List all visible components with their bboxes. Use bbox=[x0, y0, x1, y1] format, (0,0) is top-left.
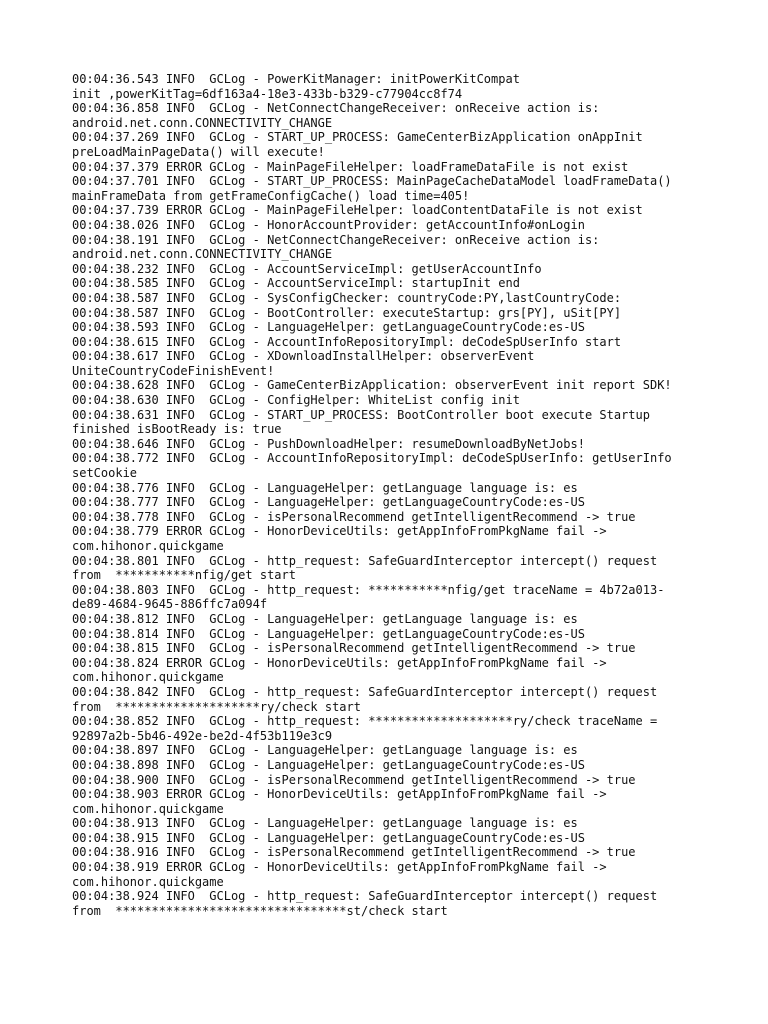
log-line: 00:04:38.900 INFO GCLog - isPersonalRecommend getIntelligentRecommend -> true bbox=[72, 772, 636, 787]
log-line: 00:04:38.587 INFO GCLog - SysConfigChecker: countryCode:PY,lastCountryCode: bbox=[72, 290, 622, 305]
log-line: 00:04:38.852 INFO GCLog - http_request: ********************ry/check traceName = bbox=[72, 714, 658, 729]
log-line: 00:04:38.772 INFO GCLog - AccountInfoRepositoryImpl: deCodeSpUserInfo: getUserInfo bbox=[72, 451, 672, 466]
log-line: 00:04:36.858 INFO GCLog - NetConnectChangeReceiver: onReceive action is: bbox=[72, 101, 600, 116]
log-line: 00:04:38.630 INFO GCLog - ConfigHelper: WhiteList config init bbox=[72, 393, 520, 408]
log-line: 00:04:38.779 ERROR GCLog - HonorDeviceUtils: getAppInfoFromPkgName fail -> bbox=[72, 524, 607, 539]
log-line: 00:04:38.777 INFO GCLog - LanguageHelper: getLanguageCountryCode:es-US bbox=[72, 495, 585, 510]
log-line: 00:04:38.897 INFO GCLog - LanguageHelper: getLanguage language is: es bbox=[72, 743, 578, 758]
log-line: 00:04:38.898 INFO GCLog - LanguageHelper: getLanguageCountryCode:es-US bbox=[72, 757, 585, 772]
log-line: 00:04:37.269 INFO GCLog - START_UP_PROCESS: GameCenterBizApplication onAppInit bbox=[72, 130, 643, 145]
log-line: 00:04:38.913 INFO GCLog - LanguageHelper: getLanguage language is: es bbox=[72, 816, 578, 831]
log-line: 00:04:38.617 INFO GCLog - XDownloadInstallHelper: observerEvent bbox=[72, 349, 535, 364]
log-line: 00:04:38.815 INFO GCLog - isPersonalRecommend getIntelligentRecommend -> true bbox=[72, 641, 636, 656]
log-line: 00:04:38.924 INFO GCLog - http_request: SafeGuardInterceptor intercept() request bbox=[72, 889, 658, 904]
log-line: from ********************ry/check start bbox=[72, 699, 361, 714]
log-line: 00:04:37.701 INFO GCLog - START_UP_PROCESS: MainPageCacheDataModel loadFrameData() bbox=[72, 174, 672, 189]
log-line: preLoadMainPageData() will execute! bbox=[72, 144, 325, 159]
log-line: mainFrameData from getFrameConfigCache() load time=405! bbox=[72, 188, 470, 203]
log-page bbox=[72, 72, 712, 918]
log-line: 00:04:38.776 INFO GCLog - LanguageHelper: getLanguage language is: es bbox=[72, 480, 578, 495]
log-line: 00:04:38.903 ERROR GCLog - HonorDeviceUtils: getAppInfoFromPkgName fail -> bbox=[72, 787, 607, 802]
log-line: 00:04:37.739 ERROR GCLog - MainPageFileHelper: loadContentDataFile is not exist bbox=[72, 203, 643, 218]
log-line: 00:04:38.631 INFO GCLog - START_UP_PROCESS: BootController boot execute Startup bbox=[72, 407, 650, 422]
log-line: android.net.conn.CONNECTIVITY_CHANGE bbox=[72, 247, 333, 262]
log-line: com.hihonor.quickgame bbox=[72, 874, 224, 889]
log-line: 00:04:38.842 INFO GCLog - http_request: SafeGuardInterceptor intercept() request bbox=[72, 684, 658, 699]
log-line: 00:04:38.778 INFO GCLog - isPersonalRecommend getIntelligentRecommend -> true bbox=[72, 509, 636, 524]
log-line: init ,powerKitTag=6df163a4-18e3-433b-b329-c77904cc8f74 bbox=[72, 86, 463, 101]
log-line: 00:04:38.801 INFO GCLog - http_request: SafeGuardInterceptor intercept() request bbox=[72, 553, 658, 568]
log-line: 00:04:38.615 INFO GCLog - AccountInfoRepositoryImpl: deCodeSpUserInfo start bbox=[72, 334, 622, 349]
log-line: 00:04:38.812 INFO GCLog - LanguageHelper: getLanguage language is: es bbox=[72, 611, 578, 626]
log-line: 00:04:38.026 INFO GCLog - HonorAccountProvider: getAccountInfo#onLogin bbox=[72, 217, 585, 232]
log-line: 00:04:38.646 INFO GCLog - PushDownloadHelper: resumeDownloadByNetJobs! bbox=[72, 436, 585, 451]
log-body bbox=[72, 72, 712, 918]
log-line: de89-4684-9645-886ffc7a094f bbox=[72, 597, 268, 612]
log-line: 00:04:38.915 INFO GCLog - LanguageHelper: getLanguageCountryCode:es-US bbox=[72, 830, 585, 845]
log-line: from ********************************st/check start bbox=[72, 903, 448, 918]
log-line: 00:04:38.916 INFO GCLog - isPersonalRecommend getIntelligentRecommend -> true bbox=[72, 845, 636, 860]
log-line: 00:04:36.543 INFO GCLog - PowerKitManager: initPowerKitCompat bbox=[72, 72, 520, 86]
log-line: com.hihonor.quickgame bbox=[72, 801, 224, 816]
log-line: 00:04:37.379 ERROR GCLog - MainPageFileHelper: loadFrameDataFile is not exist bbox=[72, 159, 629, 174]
log-line: android.net.conn.CONNECTIVITY_CHANGE bbox=[72, 115, 333, 130]
log-line: com.hihonor.quickgame bbox=[72, 539, 224, 553]
log-line: 00:04:38.814 INFO GCLog - LanguageHelper: getLanguageCountryCode:es-US bbox=[72, 626, 585, 641]
log-line: 00:04:38.803 INFO GCLog - http_request: ***********nfig/get traceName = 4b72a013- bbox=[72, 582, 665, 597]
log-line: 00:04:38.824 ERROR GCLog - HonorDeviceUtils: getAppInfoFromPkgName fail -> bbox=[72, 655, 607, 670]
log-line: setCookie bbox=[72, 466, 138, 481]
log-line: 00:04:38.593 INFO GCLog - LanguageHelper: getLanguageCountryCode:es-US bbox=[72, 320, 585, 335]
log-line: 00:04:38.585 INFO GCLog - AccountServiceImpl: startupInit end bbox=[72, 276, 520, 291]
log-line: com.hihonor.quickgame bbox=[72, 670, 224, 685]
log-line: 00:04:38.191 INFO GCLog - NetConnectChangeReceiver: onReceive action is: bbox=[72, 232, 600, 247]
log-line: UniteCountryCodeFinishEvent! bbox=[72, 363, 275, 378]
log-line: 92897a2b-5b46-492e-be2d-4f53b119e3c9 bbox=[72, 728, 333, 743]
log-line: 00:04:38.232 INFO GCLog - AccountServiceImpl: getUserAccountInfo bbox=[72, 261, 542, 276]
log-line: from ***********nfig/get start bbox=[72, 568, 296, 583]
log-line: 00:04:38.587 INFO GCLog - BootController: executeStartup: grs[PY], uSit[PY] bbox=[72, 305, 622, 320]
log-line: finished isBootReady is: true bbox=[72, 422, 282, 437]
log-line: 00:04:38.919 ERROR GCLog - HonorDeviceUtils: getAppInfoFromPkgName fail -> bbox=[72, 860, 607, 875]
log-line: 00:04:38.628 INFO GCLog - GameCenterBizApplication: observerEvent init report SDK! bbox=[72, 378, 672, 393]
